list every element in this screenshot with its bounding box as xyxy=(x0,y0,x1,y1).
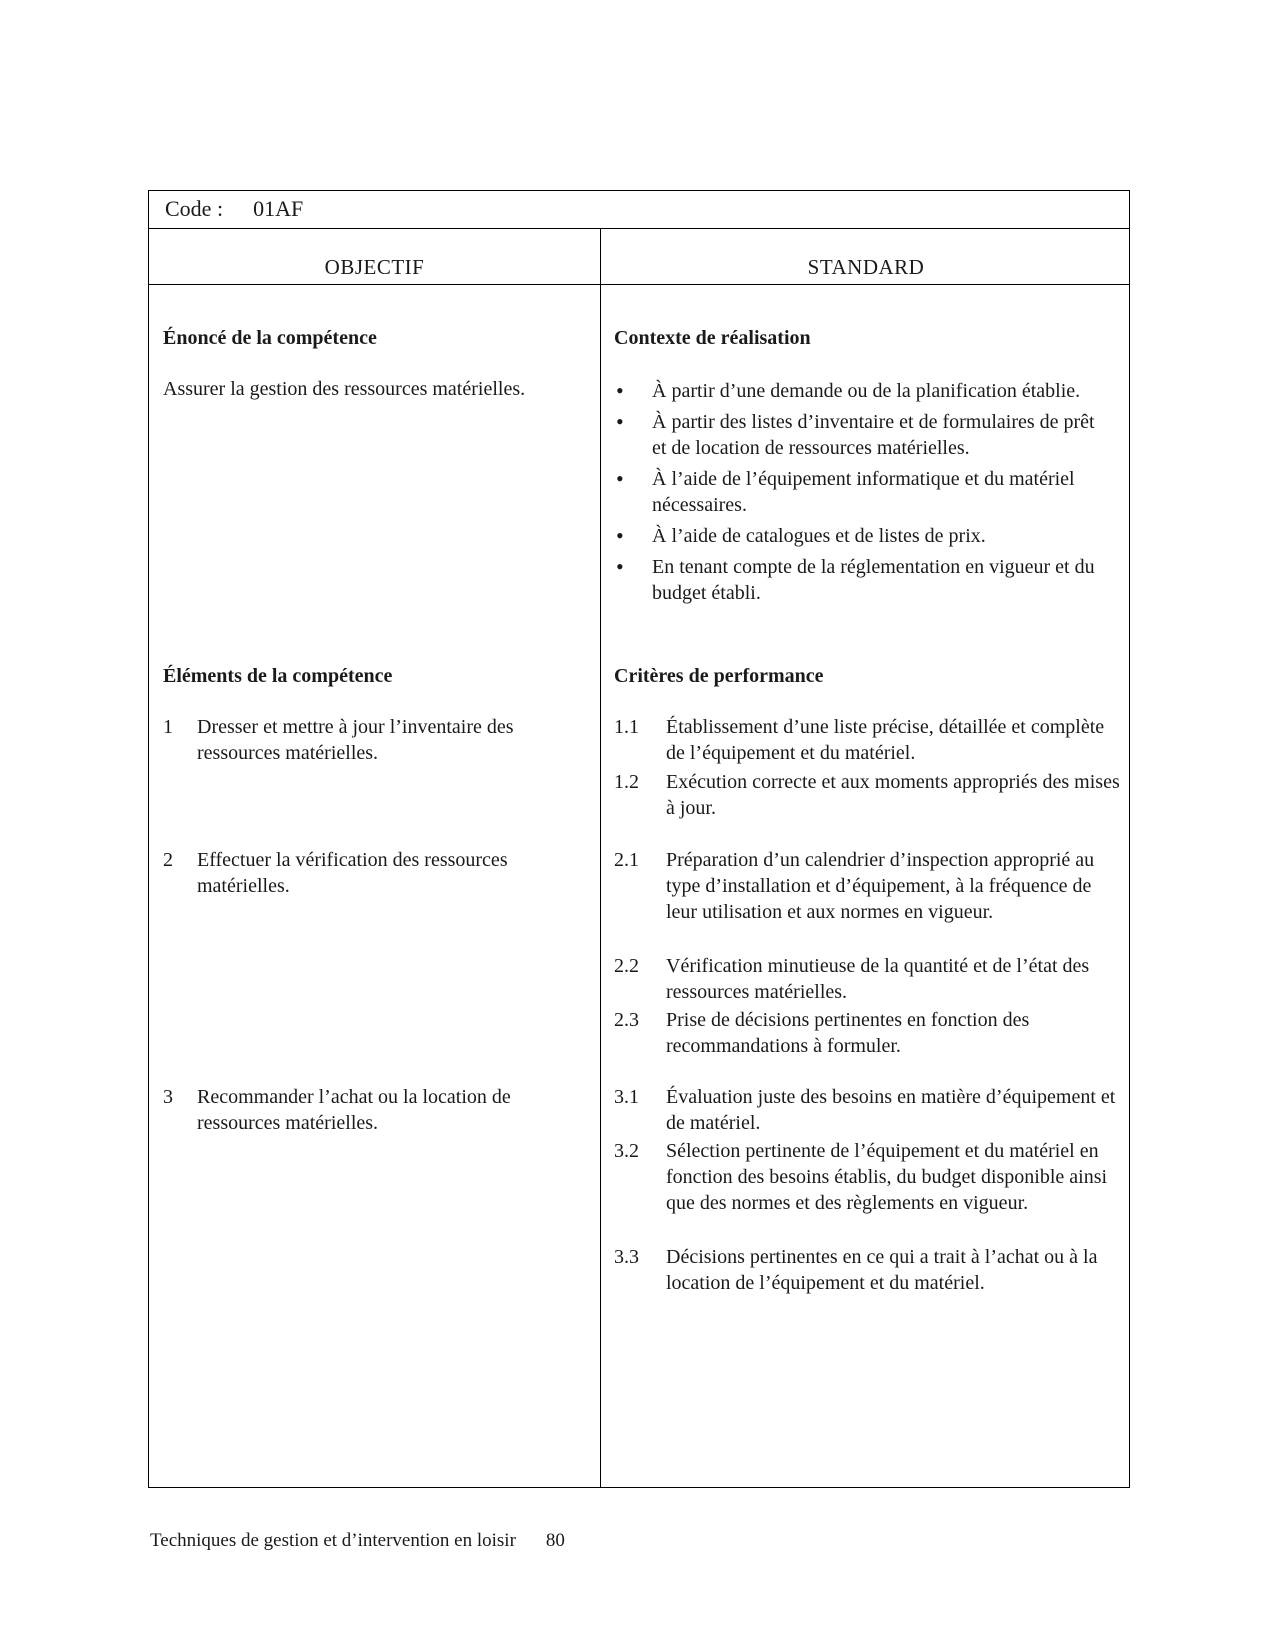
critere-text: Préparation d’un calendrier d’inspection approprié au type d’installation et d’équipement, à la fréquence de leur utilisation et aux normes en vigueur. xyxy=(666,849,1095,923)
elements-title: Éléments de la compétence xyxy=(163,665,393,687)
element-text: Dresser et mettre à jour l’inventaire des ressources matérielles. xyxy=(197,716,514,764)
contexte-item: • À l’aide de l’équipement informatique et du matériel nécessaires. xyxy=(614,466,1114,518)
critere-text: Décisions pertinentes en ce qui a trait à l’achat ou à la location de l’équipement et du matériel. xyxy=(666,1246,1098,1294)
critere-text: Vérification minutieuse de la quantité et de l’état des ressources matérielles. xyxy=(666,955,1090,1003)
critere-number: 1.1 xyxy=(614,716,639,738)
contexte-item: • À l’aide de catalogues et de listes de prix. xyxy=(614,523,1114,549)
critere-text: Prise de décisions pertinentes en fonction des recommandations à formuler. xyxy=(666,1009,1030,1057)
critere-number: 2.2 xyxy=(614,955,639,977)
enonce-title: Énoncé de la compétence xyxy=(163,327,377,349)
page-number: 80 xyxy=(545,1530,565,1551)
critere-text: Exécution correcte et aux moments appropriés des mises à jour. xyxy=(666,771,1120,819)
footer-text: Techniques de gestion et d’intervention en loisir xyxy=(150,1530,516,1551)
header-row xyxy=(149,229,1129,285)
element-number: 1 xyxy=(163,716,173,738)
element-number: 3 xyxy=(163,1086,173,1108)
critere-number: 3.3 xyxy=(614,1246,639,1268)
code-value: 01AF xyxy=(253,196,304,221)
contexte-title: Contexte de réalisation xyxy=(614,327,811,349)
code-label: Code : xyxy=(165,196,224,221)
critere-text: Évaluation juste des besoins en matière d’équipement et de matériel. xyxy=(666,1086,1116,1134)
contexte-item: • À partir des listes d’inventaire et de formulaires de prêt et de location de ressources matérielles. xyxy=(614,409,1114,461)
code-row xyxy=(149,191,1129,229)
contexte-list xyxy=(614,378,1114,611)
competence-table xyxy=(148,190,1130,1488)
critere-number: 3.2 xyxy=(614,1140,639,1162)
contexte-item: • En tenant compte de la réglementation en vigueur et du budget établi. xyxy=(614,554,1114,606)
critere-number: 2.3 xyxy=(614,1009,639,1031)
code-field xyxy=(165,196,303,222)
critere-number: 1.2 xyxy=(614,771,639,793)
column-divider xyxy=(600,229,601,1488)
criteres-title: Critères de performance xyxy=(614,665,824,687)
critere-text: Établissement d’une liste précise, détaillée et complète de l’équipement et du matériel. xyxy=(666,716,1105,764)
element-text: Recommander l’achat ou la location de ressources matérielles. xyxy=(197,1086,511,1134)
contexte-item: • À partir d’une demande ou de la planification établie. xyxy=(614,378,1114,404)
header-standard: STANDARD xyxy=(807,255,925,279)
element-text: Effectuer la vérification des ressources matérielles. xyxy=(197,849,508,897)
page-footer xyxy=(150,1530,565,1552)
element-number: 2 xyxy=(163,849,173,871)
critere-number: 2.1 xyxy=(614,849,639,871)
header-objectif: OBJECTIF xyxy=(324,255,425,279)
enonce-text: Assurer la gestion des ressources matérielles. xyxy=(163,378,526,400)
critere-number: 3.1 xyxy=(614,1086,639,1108)
critere-text: Sélection pertinente de l’équipement et du matériel en fonction des besoins établis, du budget disponible ainsi que des normes et des règlements en vigueur. xyxy=(666,1140,1108,1214)
